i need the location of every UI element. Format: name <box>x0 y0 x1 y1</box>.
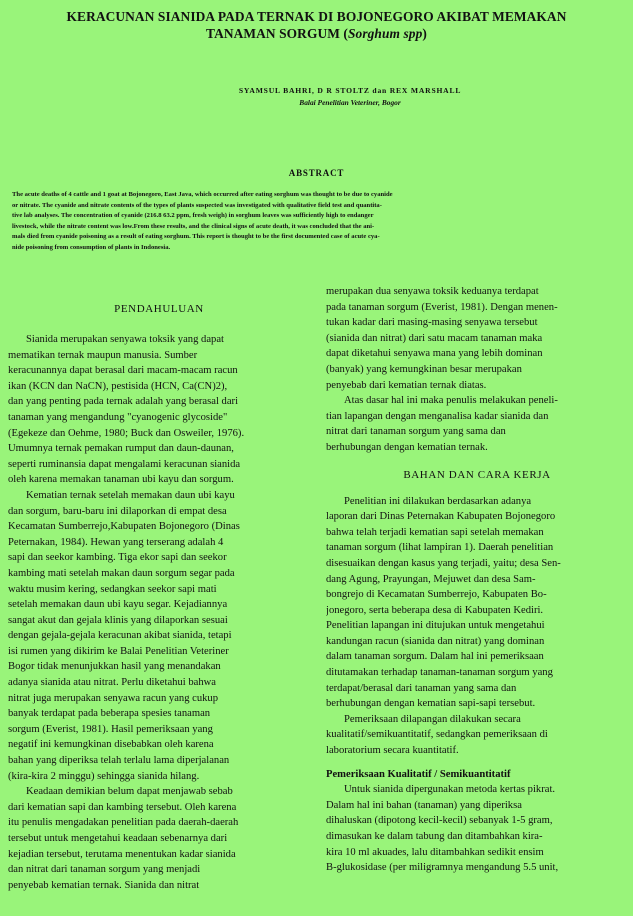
paragraph-line: dimasukan ke dalam tabung dan ditambahkan kira- <box>326 831 543 842</box>
paragraph-line: seperti ruminansia dapat mengalami keracunan sianida <box>8 458 241 470</box>
paragraph-line: ditutamakan terhadap tanaman-tanaman sorgum yang <box>326 667 553 679</box>
abstract-body <box>12 190 624 254</box>
paragraph-line: waktu musim kering, sedangkan seekor sapi mati <box>8 583 217 595</box>
paragraph-line: kualitatif/semikuantitatif, sedangkan pemeriksaan di <box>326 729 548 741</box>
paragraph-line: (Egekeze dan Oehme, 1980; Buck dan Osweiler, 1976). <box>8 427 245 439</box>
paragraph-line: itu penulis mengadakan penelitian pada daerah-daerah <box>8 817 239 829</box>
institution: Balai Penelitian Veteriner, Bogor <box>299 98 401 107</box>
paragraph-line: tian lapangan dengan menganalisa kadar sianida dan <box>326 410 549 422</box>
paragraph-line: nitrat dari tanaman sorgum yang sama dan <box>326 426 506 438</box>
paragraph-line: dan nitrat dari tanaman sorgum yang menjadi <box>8 864 201 876</box>
paragraph-line: pada tanaman sorgum (Everist, 1981). Dengan menen- <box>326 301 558 313</box>
paragraph-line: jonegoro, serta beberapa desa di Kabupaten Kediri. <box>326 604 544 616</box>
paragraph-line: tanaman sorgum (lihat lampiran 1). Daerah penelitian <box>326 542 554 554</box>
paragraph-line: Atas dasar hal ini maka penulis melakukan peneli- <box>344 395 558 407</box>
paragraph-line: dan sorgum, baru-baru ini dilaporkan di empat desa <box>8 505 227 517</box>
paragraph-line: bahan yang diperiksa telah terlalu lama diperjalanan <box>8 755 230 767</box>
authors: SYAMSUL BAHRI, D R STOLTZ dan REX MARSHALL <box>238 86 462 95</box>
spacer <box>326 456 628 464</box>
paragraph-line: banyak terdapat pada beberapa spesies tanaman <box>8 708 211 720</box>
paragraph-line: adanya sianida atau nitrat. Perlu diketahui bahwa <box>8 677 216 689</box>
paragraph-line: Untuk sianida dipergunakan metoda kertas pikrat. <box>344 784 556 796</box>
spacer <box>326 486 628 494</box>
paragraph-line: Penelitian lapangan ini ditujukan untuk mengetahui <box>326 620 545 632</box>
paragraph-line: dihaluskan (dipotong kecil-kecil) sebanyak 1-5 gram, <box>326 815 553 827</box>
left-column <box>8 298 310 893</box>
paragraph-line: dengan gejala-gejala keracunan akibat sianida, tetapi <box>8 630 232 642</box>
paragraph-line: keracunannya dapat berasal dari macam-macam racun <box>8 365 238 377</box>
paragraph-line: Dalam hal ini bahan (tanaman) yang diperiksa <box>326 799 522 811</box>
section-heading-bahan: BAHAN DAN CARA KERJA <box>403 468 551 481</box>
paragraph-line: Sianida merupakan senyawa toksik yang dapat <box>26 334 224 345</box>
article-title <box>8 8 625 42</box>
title-line-2 <box>8 25 625 42</box>
paragraph-line: berhubungan dengan kematian ternak. <box>326 441 488 453</box>
paragraph-line: Keadaan demikian belum dapat menjawab sebab <box>26 786 233 798</box>
paragraph-line: dari kematian sapi dan kambing tersebut. Oleh karena <box>8 801 237 813</box>
title-line-2-close: ) <box>422 26 427 41</box>
paragraph-line: tukan kadar dari masing-masing senyawa tersebut <box>326 317 538 329</box>
paragraph-line: bongrejo di Kecamatan Sumberrejo, Kabupaten Bo- <box>326 589 547 601</box>
abstract-line: The acute deaths of 4 cattle and 1 goat at Bojonegoro, East Java, which occurred after eating sorghum was thought to be due to cyanide <box>12 191 393 198</box>
abstract-heading: ABSTRACT <box>288 168 345 178</box>
paragraph-line: dapat diketahui senyawa mana yang lebih dominan <box>326 348 543 360</box>
paragraph-line: negatif ini kemungkinan disebabkan oleh karena <box>8 739 214 751</box>
paragraph-line: penyebab dari kematian ternak diatas. <box>326 379 487 391</box>
paragraph-line: kejadian tersebut, terutama menentukan kadar sianida <box>8 848 236 860</box>
paragraph-line: sorgum (Everist, 1981). Hasil pemeriksaan yang <box>8 723 213 735</box>
paragraph-line: Pemeriksaan dilapangan dilakukan secara <box>344 713 521 725</box>
paragraph-line: dalam tanaman sorgum. Dalam hal ini pemeriksaan <box>326 651 544 663</box>
title-line-1: KERACUNAN SIANIDA PADA TERNAK DI BOJONEGORO AKIBAT MEMAKAN <box>66 9 567 24</box>
spacer <box>8 320 310 332</box>
right-column <box>326 284 628 876</box>
paragraph-line: mematikan ternak maupun manusia. Sumber <box>8 349 198 361</box>
species-name: Sorghum spp <box>347 26 423 41</box>
paragraph-line: ikan (KCN dan NaCN), pestisida (HCN, Ca(CN)2), <box>8 380 228 392</box>
paragraph-line: disesuaikan dengan kasus yang terjadi, yaitu; desa Sen- <box>326 557 561 569</box>
paragraph-line: sapi dan seekor kambing. Tiga ekor sapi dan seekor <box>8 552 227 564</box>
paragraph-line: laboratorium secara kuantitatif. <box>326 745 459 757</box>
abstract-line: nide poisoning from consumption of plants in Indonesia. <box>12 243 171 251</box>
paragraph-line: B-glukosidase (per miligramnya mengandung 5.5 unit, <box>326 862 559 874</box>
paragraph-line: dang Agung, Prayungan, Mejuwet dan desa Sam- <box>326 573 536 585</box>
paragraph-line: Peternakan, 1984). Hewan yang terserang adalah 4 <box>8 536 224 548</box>
paragraph-line: Kecamatan Sumberrejo,Kabupaten Bojonegoro (Dinas <box>8 521 240 533</box>
paragraph-line: merupakan dua senyawa toksik keduanya terdapat <box>326 286 539 297</box>
paragraph-line: berhubungan dengan kematian sapi-sapi tersebut. <box>326 698 536 710</box>
paragraph-line: (kira-kira 2 minggu) sehingga sianida hilang. <box>8 770 200 782</box>
paragraph-line: bahwa telah terjadi kematian sapi setelah memakan <box>326 526 544 538</box>
subsection-heading: Pemeriksaan Kualitatif / Semikuantitatif <box>326 768 511 780</box>
paragraph-line: (sianida dan nitrat) dari satu macam tanaman maka <box>326 332 543 344</box>
paragraph-line: terdapat/berasal dari tanaman yang sama dan <box>326 682 517 694</box>
paragraph-line: Umumnya ternak pemakan rumput dan daun-daunan, <box>8 443 234 455</box>
paragraph-line: nitrat juga merupakan senyawa racun yang cukup <box>8 692 219 704</box>
paragraph-line: Kematian ternak setelah memakan daun ubi kayu <box>26 489 235 501</box>
paragraph-line: laporan dari Dinas Peternakan Kabupaten Bojonegoro <box>326 511 556 523</box>
paragraph-line: setelah memakan daun ubi kayu segar. Kejadiannya <box>8 599 228 611</box>
paragraph-line: kira 10 ml akuades, lalu ditambahkan sedikit ensim <box>326 846 544 858</box>
abstract-line: tive lab analyses. The concentration of cyanide (216.8 63.2 ppm, fresh weigh) in sorghum leaves was sufficiently high to endanger <box>12 212 374 220</box>
paragraph-line: (banyak) yang kemungkinan besar merupakan <box>326 363 522 375</box>
paragraph-line: isi rumen yang dikirim ke Balai Penelitian Veteriner <box>8 645 229 657</box>
title-line-2-text: TANAMAN SORGUM ( <box>206 26 348 41</box>
paragraph-line: dan yang penting pada ternak adalah yang berasal dari <box>8 396 239 408</box>
section-heading-pendahuluan: PENDAHULUAN <box>114 303 204 315</box>
paragraph-line: sangat akut dan gejala klinis yang dilaporkan sesuai <box>8 614 228 626</box>
paragraph-line: Bogor tidak menunjukkan hasil yang menandakan <box>8 661 221 673</box>
paragraph-line: oleh karena memakan tanaman ubi kayu dan sorgum. <box>8 474 234 486</box>
paragraph-line: kambing mati setelah makan daun sorgum segar pada <box>8 567 235 579</box>
spacer <box>326 759 628 767</box>
abstract-line: livestock, while the nitrate content was low.From these results, and the clinical signs of acute death, it was concluded that the ani- <box>12 222 375 230</box>
abstract-line: or nitrate. The cyanide and nitrate contents of the types of plants suspected was investigated with qualitative field test and quantita- <box>12 201 382 209</box>
paragraph-line: kandungan racun (sianida dan nitrat) yang dominan <box>326 635 545 647</box>
paragraph-line: Penelitian ini dilakukan berdasarkan adanya <box>344 495 532 507</box>
paragraph-line: tanaman yang mengandung "cyanogenic glycoside" <box>8 411 228 423</box>
paragraph-line: tersebut untuk mengetahui keadaan sebenarnya dari <box>8 833 228 844</box>
abstract-line: mals died from cyanide poisoning as a result of eating sorghum. This report is thought to be the first documented case of acute cya- <box>12 233 380 241</box>
paragraph-line: penyebab kematian ternak. Sianida dan nitrat <box>8 879 200 891</box>
